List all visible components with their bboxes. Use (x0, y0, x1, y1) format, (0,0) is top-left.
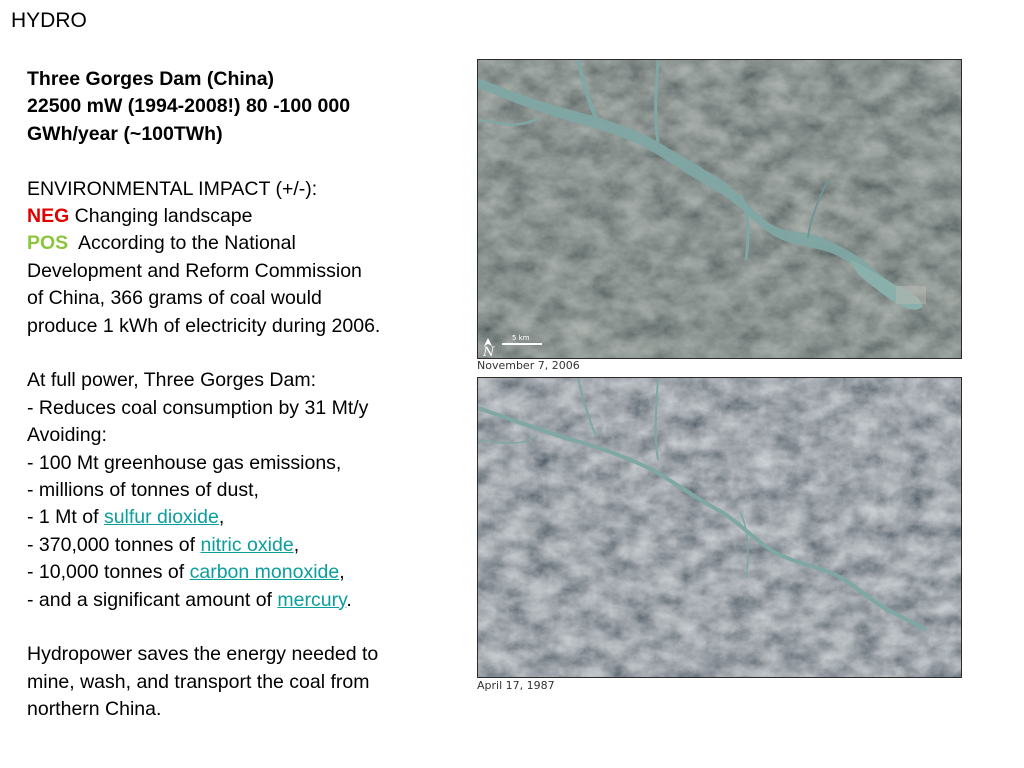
nitric-oxide-link[interactable]: nitric oxide (200, 533, 294, 556)
pos-detail-line: produce 1 kWh of electricity during 2006. (27, 314, 381, 337)
body-text (27, 66, 457, 724)
item-prefix: - 370,000 tonnes of (27, 533, 201, 556)
impact-heading: ENVIRONMENTAL IMPACT (+/-): (27, 177, 318, 200)
item-suffix: , (218, 506, 225, 529)
item-suffix: , (339, 561, 345, 584)
dam-heading: Three Gorges Dam (China) (27, 68, 275, 90)
closing-line: mine, wash, and transport the coal from (27, 670, 370, 693)
full-power-heading: At full power, Three Gorges Dam: (27, 369, 317, 392)
item-prefix: - 1 Mt of (27, 506, 104, 529)
avoiding-label: Avoiding: (27, 424, 107, 447)
item-dust: - millions of tonnes of dust, (27, 479, 259, 502)
neg-line (27, 203, 457, 230)
mercury-link[interactable]: mercury (277, 588, 347, 611)
image-caption-1987: April 17, 1987 (477, 679, 555, 692)
item-prefix: - and a significant amount of (27, 588, 278, 611)
pos-text: According to the National (68, 232, 296, 255)
item-suffix: , (293, 533, 300, 556)
satellite-image-1987 (477, 377, 962, 678)
neg-tag: NEG (27, 205, 70, 228)
item-mercury (27, 587, 457, 614)
sulfur-dioxide-link[interactable]: sulfur dioxide (103, 506, 219, 529)
item-greenhouse: - 100 Mt greenhouse gas emissions, (27, 451, 342, 474)
carbon-monoxide-link[interactable]: carbon monoxide (189, 561, 340, 584)
item-prefix: - 10,000 tonnes of (27, 561, 190, 584)
closing-line: northern China. (27, 698, 162, 721)
dam-capacity: 22500 mW (1994-2008!) 80 -100 000 (27, 95, 351, 118)
pos-detail-line: of China, 366 grams of coal would (27, 287, 322, 310)
svg-text:N: N (483, 345, 495, 359)
slide-title: HYDRO (11, 9, 87, 32)
item-sulfur-dioxide (27, 504, 457, 531)
neg-text: Changing landscape (69, 205, 253, 228)
pos-tag: POS (27, 232, 69, 255)
satellite-image-2006 (477, 59, 962, 359)
svg-text:5 km: 5 km (512, 334, 530, 342)
item-suffix: . (346, 588, 352, 611)
pos-detail-line: Development and Reform Commission (27, 259, 362, 282)
image-caption-2006: November 7, 2006 (477, 359, 580, 372)
item-carbon-monoxide (27, 559, 457, 586)
pos-line (27, 230, 457, 257)
closing-line: Hydropower saves the energy needed to (27, 643, 379, 666)
item-nitric-oxide (27, 532, 457, 559)
reduces-coal: - Reduces coal consumption by 31 Mt/y (27, 396, 369, 419)
dam-output: GWh/year (~100TWh) (27, 122, 223, 145)
